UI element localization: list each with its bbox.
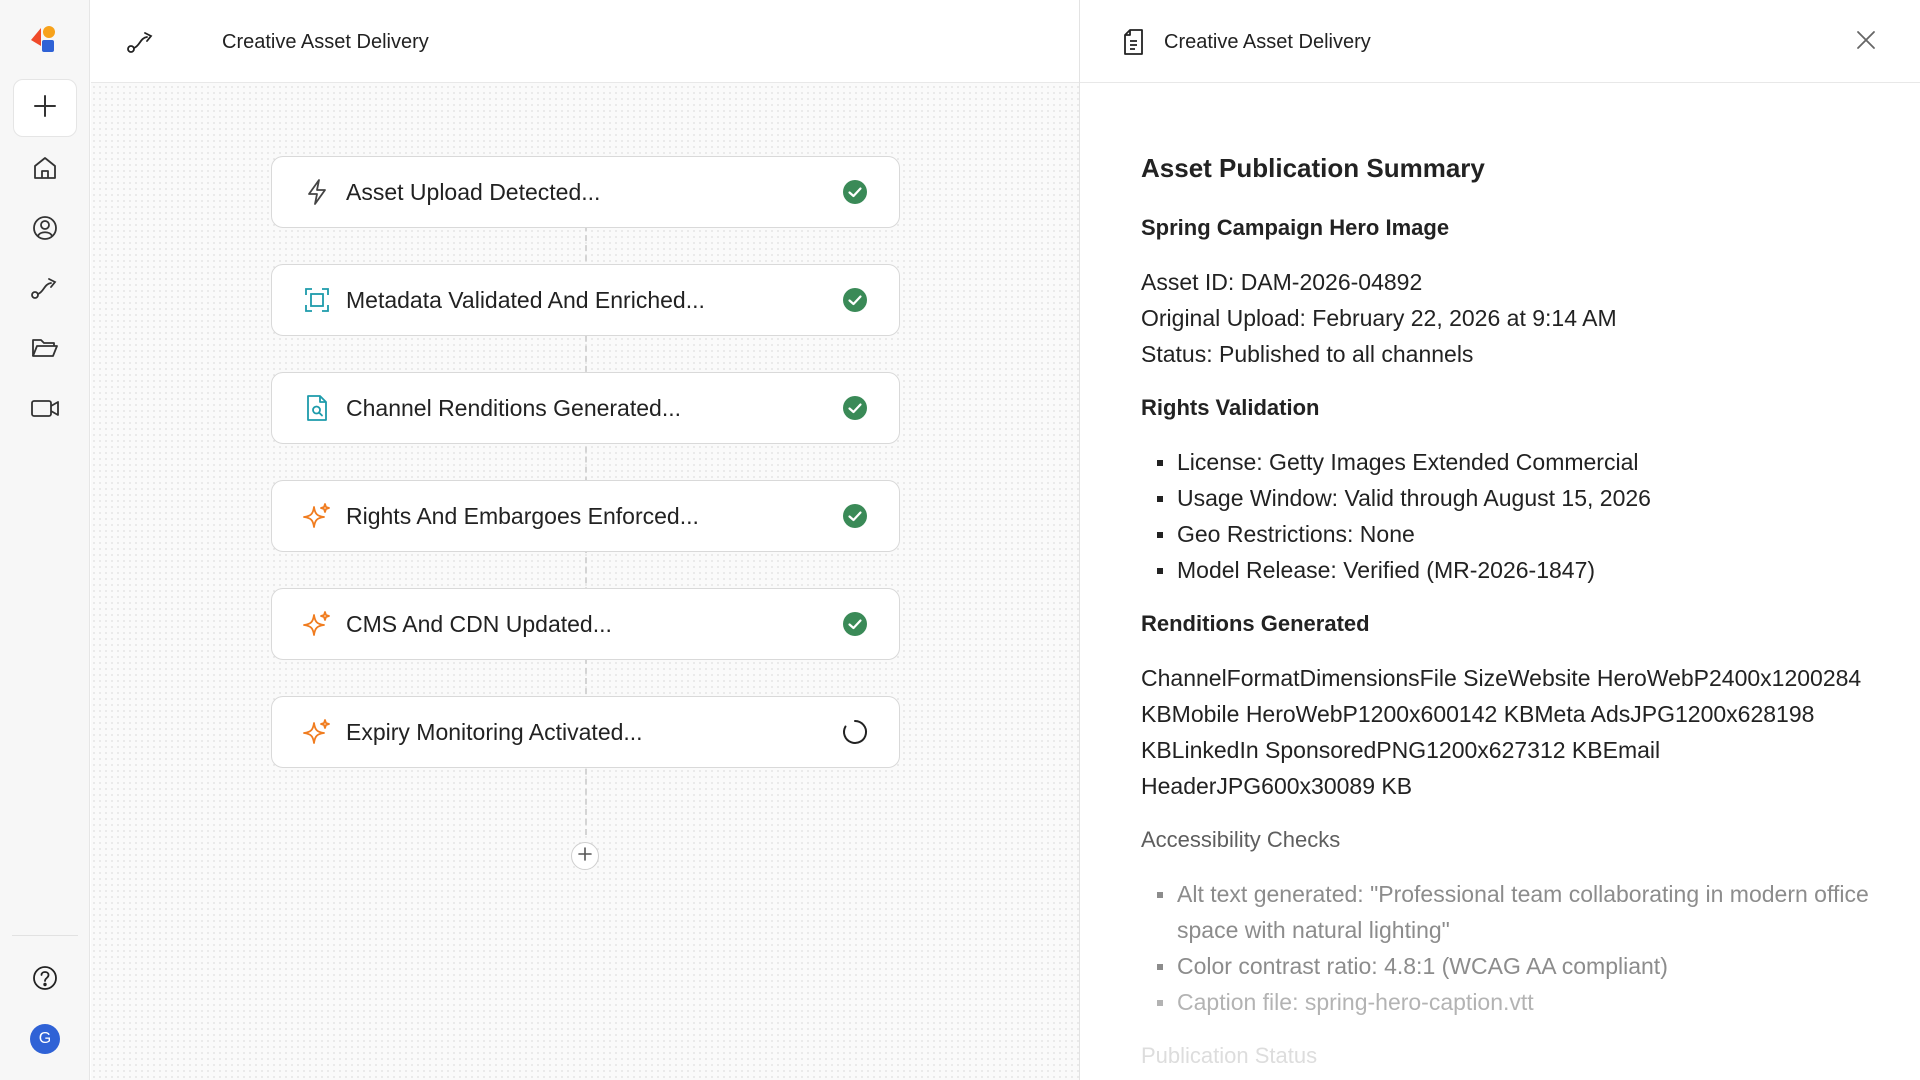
workflow-step[interactable] xyxy=(271,156,900,228)
rail-divider xyxy=(12,935,78,936)
app-logo[interactable] xyxy=(27,22,61,56)
check-circle-icon xyxy=(841,286,869,314)
list-item: Usage Window: Valid through August 15, 2026 xyxy=(1155,480,1881,516)
asset-details xyxy=(1141,264,1881,372)
list-item: License: Getty Images Extended Commercial xyxy=(1155,444,1881,480)
renditions-table-text: ChannelFormatDimensionsFile SizeWebsite HeroWebP2400x1200284 KBMobile HeroWebP1200x600142 KBMeta AdsJPG1200x628198 KBLinkedIn SponsoredPNG1200x627312 KBEmail HeaderJPG600x30089 KB xyxy=(1141,665,1862,799)
list-item: Caption file: spring-hero-caption.vtt xyxy=(1155,984,1881,1020)
lightning-icon xyxy=(302,177,332,207)
rights-list xyxy=(1141,444,1881,588)
list-item: Model Release: Verified (MR-2026-1847) xyxy=(1155,552,1881,588)
add-step-button[interactable] xyxy=(571,842,599,870)
panel-title: Creative Asset Delivery xyxy=(1164,31,1371,53)
publication-status-heading: Publication Status xyxy=(1141,1043,1318,1068)
scan-icon xyxy=(302,285,332,315)
asset-status: Status: Published to all channels xyxy=(1141,341,1474,367)
workflow-icon[interactable] xyxy=(27,270,63,306)
workflow-canvas xyxy=(91,0,1079,1080)
list-item: Color contrast ratio: 4.8:1 (WCAG AA compliant) xyxy=(1155,948,1881,984)
canvas-header xyxy=(91,0,1079,83)
new-button[interactable] xyxy=(13,79,77,137)
accessibility-heading: Accessibility Checks xyxy=(1141,827,1341,852)
rights-heading: Rights Validation xyxy=(1141,395,1320,420)
video-icon[interactable] xyxy=(27,390,63,426)
document-icon xyxy=(1119,27,1149,57)
workflow-step[interactable] xyxy=(271,480,900,552)
step-label: Asset Upload Detected... xyxy=(346,178,601,205)
step-label: Expiry Monitoring Activated... xyxy=(346,718,643,745)
folder-icon[interactable] xyxy=(27,330,63,366)
workflow-title: Creative Asset Delivery xyxy=(222,31,429,53)
workflow-step[interactable] xyxy=(271,264,900,336)
step-label: Rights And Embargoes Enforced... xyxy=(346,502,699,529)
avatar[interactable]: G xyxy=(30,1024,60,1054)
profile-icon[interactable] xyxy=(27,210,63,246)
asset-name: Spring Campaign Hero Image xyxy=(1141,215,1450,240)
summary-heading: Asset Publication Summary xyxy=(1141,153,1485,183)
sparkle-icon xyxy=(302,609,332,639)
close-icon xyxy=(1855,29,1877,56)
workflow-step[interactable] xyxy=(271,372,900,444)
left-rail xyxy=(0,0,90,1080)
detail-panel xyxy=(1079,0,1920,1080)
step-label: Channel Renditions Generated... xyxy=(346,394,681,421)
plus-icon xyxy=(32,93,58,124)
list-item: Geo Restrictions: None xyxy=(1155,516,1881,552)
asset-id: Asset ID: DAM-2026-04892 xyxy=(1141,269,1423,295)
step-label: Metadata Validated And Enriched... xyxy=(346,286,705,313)
panel-header xyxy=(1080,0,1920,83)
step-label: CMS And CDN Updated... xyxy=(346,610,612,637)
plus-icon xyxy=(578,847,592,866)
check-circle-icon xyxy=(841,502,869,530)
workflow-step[interactable] xyxy=(271,588,900,660)
home-icon[interactable] xyxy=(27,150,63,186)
list-item: Alt text generated: "Professional team collaborating in modern office space with natural lighting" xyxy=(1155,876,1881,948)
sparkle-icon xyxy=(302,717,332,747)
workflow-icon[interactable] xyxy=(125,26,157,58)
renditions-heading: Renditions Generated xyxy=(1141,611,1370,636)
close-button[interactable] xyxy=(1850,26,1882,58)
check-circle-icon xyxy=(841,394,869,422)
check-circle-icon xyxy=(841,610,869,638)
help-icon[interactable] xyxy=(27,960,63,996)
loading-spinner-icon xyxy=(841,718,869,746)
file-search-icon xyxy=(302,393,332,423)
workflow-step[interactable] xyxy=(271,696,900,768)
accessibility-list xyxy=(1141,876,1881,1020)
original-upload: Original Upload: February 22, 2026 at 9:14 AM xyxy=(1141,305,1617,331)
sparkle-icon xyxy=(302,501,332,531)
check-circle-icon xyxy=(841,178,869,206)
summary-content xyxy=(1141,150,1881,1080)
